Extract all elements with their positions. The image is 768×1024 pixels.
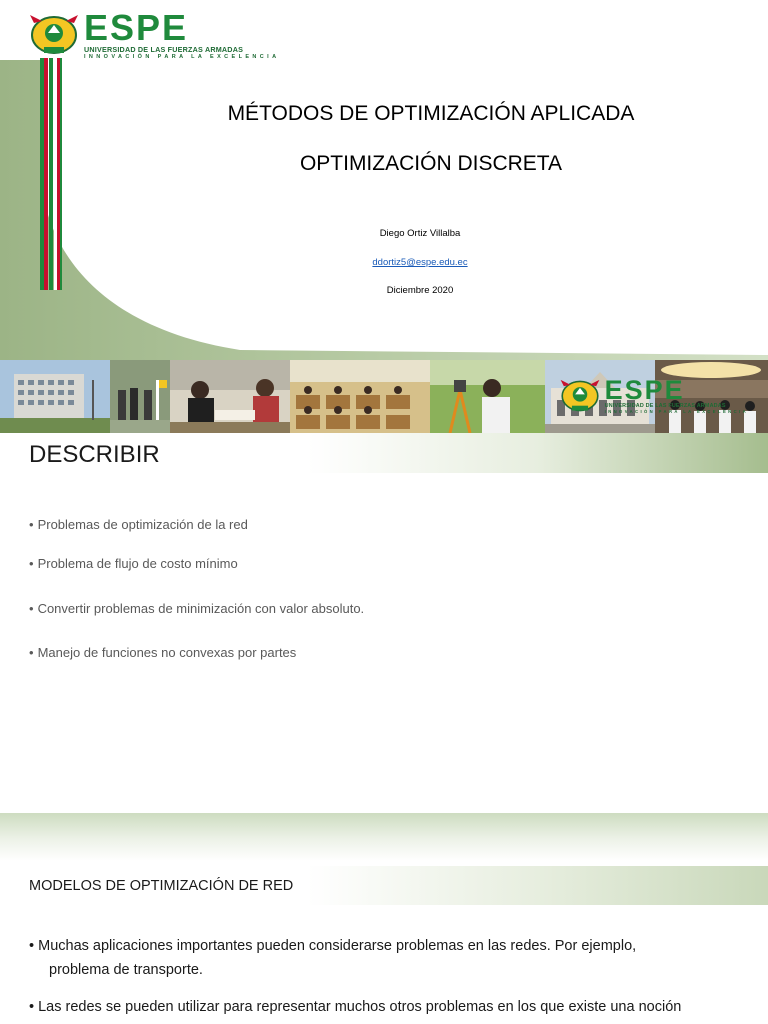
campus-building-photo — [0, 360, 110, 433]
author-email-link[interactable]: ddortiz5@espe.edu.ec — [372, 257, 468, 268]
university-name: UNIVERSIDAD DE LAS FUERZAS ARMADAS — [604, 403, 726, 409]
title-slide — [0, 0, 768, 433]
espe-logo-footer — [559, 377, 748, 415]
brand-name: ESPE — [604, 375, 685, 405]
bullet-text: Problema de flujo de costo mínimo — [37, 556, 238, 571]
bullet-text: Problemas de optimización de la red — [37, 517, 248, 532]
bullet-icon: • — [29, 938, 35, 954]
bullet-text: Manejo de funciones no convexas por partes — [37, 645, 297, 660]
slide-heading: DESCRIBIR — [29, 441, 160, 468]
university-seal-icon — [559, 378, 601, 414]
espe-logo — [28, 7, 280, 60]
bullet-icon: • — [29, 601, 34, 616]
paragraph-line: problema de transporte. — [49, 962, 203, 978]
content-slide-modelos — [0, 813, 768, 1024]
bullet-icon: • — [29, 645, 34, 660]
bullet-item — [29, 517, 248, 532]
presentation-title: MÉTODOS DE OPTIMIZACIÓN APLICADA — [227, 102, 635, 125]
paragraph-item — [29, 934, 749, 982]
classroom-photo — [290, 360, 430, 433]
students-reading-photo — [170, 360, 290, 433]
surveying-photo — [430, 360, 545, 433]
ceremony-photo — [110, 360, 170, 433]
bullet-text: Convertir problemas de minimización con valor absoluto. — [37, 601, 365, 616]
bullet-item — [29, 556, 238, 571]
bullet-item — [29, 645, 296, 660]
bullet-item — [29, 601, 364, 616]
university-seal-icon — [28, 13, 80, 57]
university-name: UNIVERSIDAD DE LAS FUERZAS ARMADAS — [84, 45, 244, 54]
top-gradient-band — [0, 813, 768, 861]
paragraph-line: Muchas aplicaciones importantes pueden considerarse problemas en las redes. Por ejemplo, — [38, 938, 637, 954]
bullet-icon: • — [29, 517, 34, 532]
content-slide-describir — [0, 433, 768, 813]
brand-name: ESPE — [84, 7, 189, 48]
paragraph-item — [29, 995, 749, 1019]
bullet-icon: • — [29, 999, 35, 1015]
bullet-icon: • — [29, 556, 34, 571]
tagline: INNOVACIÓN PARA LA EXCELENCIA — [84, 53, 280, 60]
slide-heading: MODELOS DE OPTIMIZACIÓN DE RED — [29, 878, 294, 894]
paragraph-line: Las redes se pueden utilizar para representar muchos otros problemas en los que existe una noción — [38, 999, 682, 1015]
author-name: Diego Ortiz Villalba — [379, 228, 461, 239]
presentation-date: Diciembre 2020 — [386, 285, 454, 296]
presentation-subtitle: OPTIMIZACIÓN DISCRETA — [299, 152, 563, 175]
tagline: INNOVACIÓN PARA LA EXCELENCIA — [604, 408, 748, 414]
